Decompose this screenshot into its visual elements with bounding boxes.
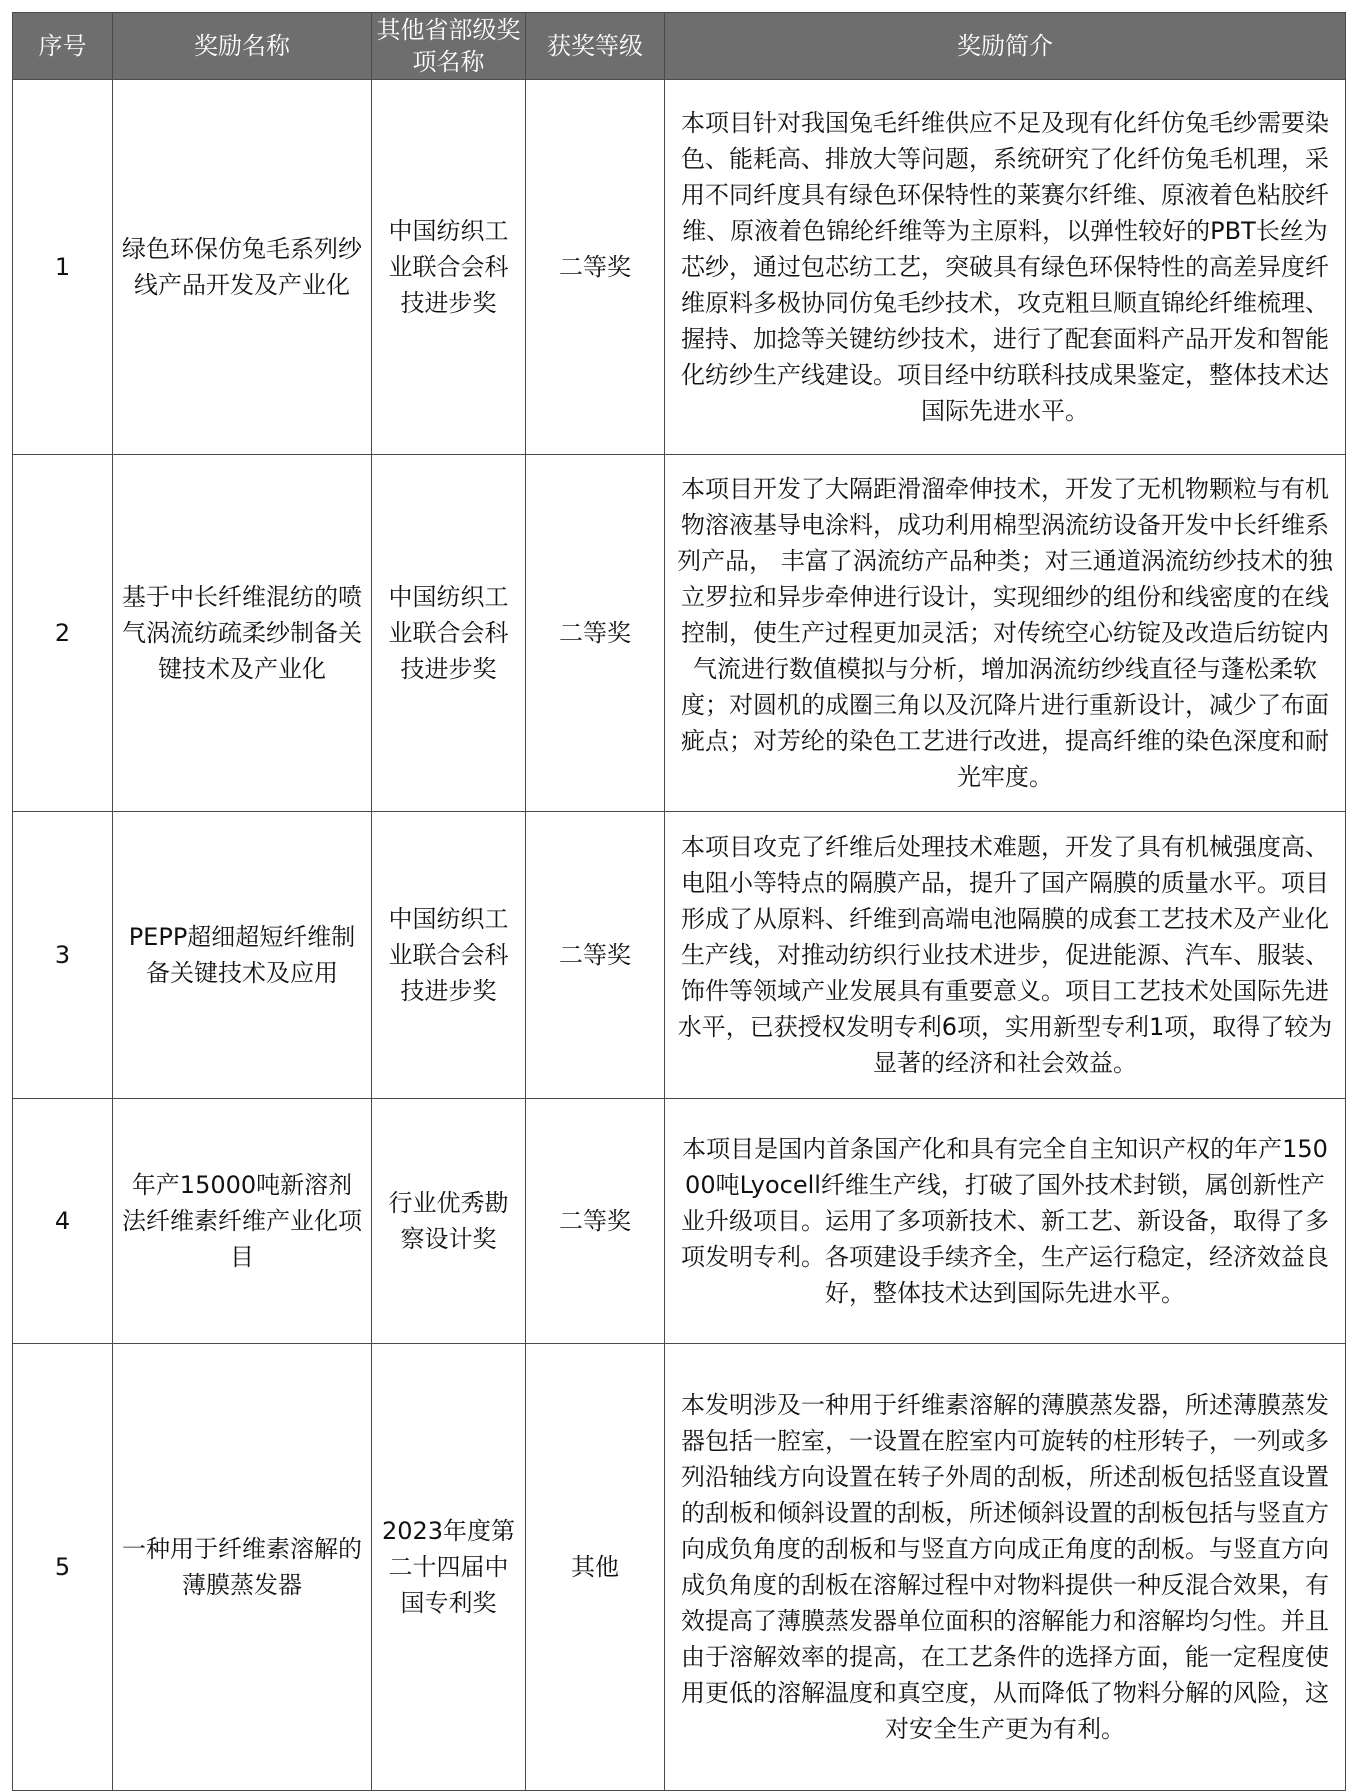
header-index: 序号 (13, 13, 113, 80)
cell-level: 二等奖 (526, 455, 665, 812)
cell-name: 一种用于纤维素溶解的薄膜蒸发器 (113, 1344, 372, 1791)
table-body (13, 80, 1346, 1791)
header-name: 奖励名称 (113, 13, 372, 80)
cell-intro: 本项目针对我国兔毛纤维供应不足及现有化纤仿兔毛纱需要染色、能耗高、排放大等问题，系统研究了化纤仿兔毛机理，采用不同纤度具有绿色环保特性的莱赛尔纤维、原液着色粘胶纤维、原液着色锦纶纤维等为主原料，以弹性较好的PBT长丝为芯纱，通过包芯纺工艺，突破具有绿色环保特性的高差异度纤维原料多极协同仿兔毛纱技术，攻克粗旦顺直锦纶纤维梳理、握持、加捻等关键纺纱技术，进行了配套面料产品开发和智能化纺纱生产线建设。项目经中纺联科技成果鉴定，整体技术达国际先进水平。 (665, 80, 1346, 455)
cell-index: 2 (13, 455, 113, 812)
cell-name: 绿色环保仿兔毛系列纱线产品开发及产业化 (113, 80, 372, 455)
cell-level: 其他 (526, 1344, 665, 1791)
cell-other-award: 行业优秀勘察设计奖 (372, 1099, 526, 1344)
table-header (13, 13, 1346, 80)
cell-other-award: 中国纺织工业联合会科技进步奖 (372, 455, 526, 812)
cell-name: PEPP超细超短纤维制备关键技术及应用 (113, 812, 372, 1099)
cell-intro: 本项目是国内首条国产化和具有完全自主知识产权的年产15000吨Lyocell纤维生产线，打破了国外技术封锁，属创新性产业升级项目。运用了多项新技术、新工艺、新设备，取得了多项发明专利。各项建设手续齐全，生产运行稳定，经济效益良好，整体技术达到国际先进水平。 (665, 1099, 1346, 1344)
table-row (13, 455, 1346, 812)
cell-name: 基于中长纤维混纺的喷气涡流纺疏柔纱制备关键技术及产业化 (113, 455, 372, 812)
cell-level: 二等奖 (526, 1099, 665, 1344)
table-row (13, 812, 1346, 1099)
cell-name: 年产15000吨新溶剂法纤维素纤维产业化项目 (113, 1099, 372, 1344)
header-level: 获奖等级 (526, 13, 665, 80)
cell-intro: 本发明涉及一种用于纤维素溶解的薄膜蒸发器，所述薄膜蒸发器包括一腔室，一设置在腔室内可旋转的柱形转子，一列或多列沿轴线方向设置在转子外周的刮板，所述刮板包括竖直设置的刮板和倾斜设置的刮板，所述倾斜设置的刮板包括与竖直方向成负角度的刮板和与竖直方向成正角度的刮板。与竖直方向成负角度的刮板在溶解过程中对物料提供一种反混合效果，有效提高了薄膜蒸发器单位面积的溶解能力和溶解均匀性。并且由于溶解效率的提高，在工艺条件的选择方面，能一定程度使用更低的溶解温度和真空度，从而降低了物料分解的风险，这对安全生产更为有利。 (665, 1344, 1346, 1791)
table-row (13, 1099, 1346, 1344)
cell-other-award: 中国纺织工业联合会科技进步奖 (372, 812, 526, 1099)
cell-other-award: 2023年度第二十四届中国专利奖 (372, 1344, 526, 1791)
table-row (13, 1344, 1346, 1791)
awards-table (12, 12, 1346, 1791)
header-row (13, 13, 1346, 80)
cell-index: 1 (13, 80, 113, 455)
cell-other-award: 中国纺织工业联合会科技进步奖 (372, 80, 526, 455)
cell-index: 5 (13, 1344, 113, 1791)
cell-index: 3 (13, 812, 113, 1099)
cell-level: 二等奖 (526, 80, 665, 455)
table-row (13, 80, 1346, 455)
cell-intro: 本项目攻克了纤维后处理技术难题，开发了具有机械强度高、电阻小等特点的隔膜产品，提升了国产隔膜的质量水平。项目形成了从原料、纤维到高端电池隔膜的成套工艺技术及产业化生产线，对推动纺织行业技术进步，促进能源、汽车、服装、饰件等领域产业发展具有重要意义。项目工艺技术处国际先进水平，已获授权发明专利6项，实用新型专利1项，取得了较为显著的经济和社会效益。 (665, 812, 1346, 1099)
header-intro: 奖励简介 (665, 13, 1346, 80)
cell-level: 二等奖 (526, 812, 665, 1099)
cell-index: 4 (13, 1099, 113, 1344)
header-other-award: 其他省部级奖项名称 (372, 13, 526, 80)
cell-intro: 本项目开发了大隔距滑溜牵伸技术，开发了无机物颗粒与有机物溶液基导电涂料，成功利用棉型涡流纺设备开发中长纤维系列产品， 丰富了涡流纺产品种类；对三通道涡流纺纱技术的独立罗拉和异步牵伸进行设计，实现细纱的组份和线密度的在线控制，使生产过程更加灵活；对传统空心纺锭及改造后纺锭内气流进行数值模拟与分析，增加涡流纺纱线直径与蓬松柔软度；对圆机的成圈三角以及沉降片进行重新设计，减少了布面疵点；对芳纶的染色工艺进行改进，提高纤维的染色深度和耐光牢度。 (665, 455, 1346, 812)
